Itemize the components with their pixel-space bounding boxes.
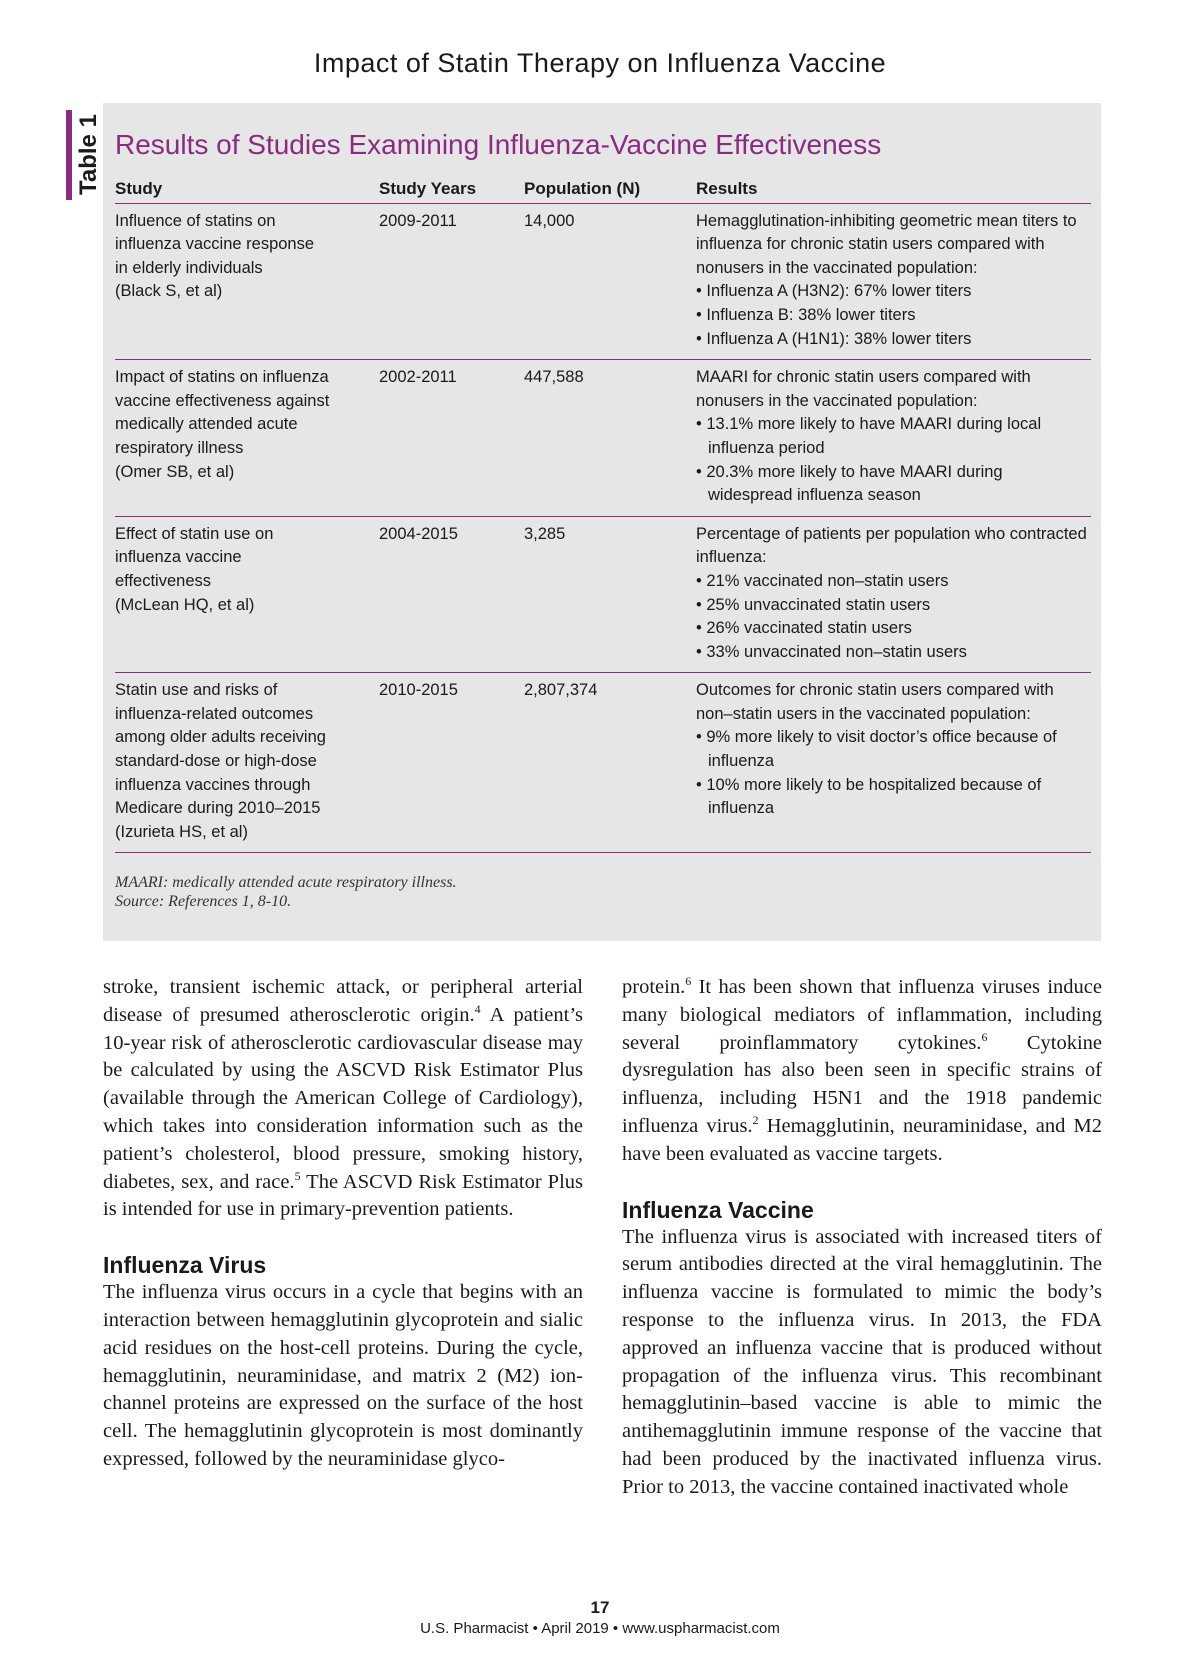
- body-column-right: [622, 974, 1102, 1502]
- study-line: in elderly individuals: [115, 258, 263, 277]
- table-row: [115, 360, 1091, 517]
- running-head: Impact of Statin Therapy on Influenza Vaccine: [313, 48, 887, 78]
- table-row: [115, 516, 1091, 673]
- study-line: influenza vaccines through: [115, 775, 311, 794]
- population-cell: 447,588: [524, 360, 696, 517]
- study-line: (Black S, et al): [115, 282, 223, 301]
- study-line: standard-dose or high-dose: [115, 752, 317, 771]
- text-run: A patient’s 10-year risk of atherosclerotic cardiovascular disease may be calculated by using the ASCVD Risk Estimator Plus (available through the American College of Cardiology), which takes into consideration information such as the patient’s cholesterol, blood pressure, smoking history, diabetes, sex, and race.: [103, 1003, 583, 1193]
- section-heading-influenza-vaccine: Influenza Vaccine: [622, 1196, 814, 1223]
- results-intro: Hemagglutination-inhibiting geometric mean titers to influenza for chronic statin users compared with nonusers in the vaccinated population:: [696, 211, 1077, 277]
- study-line: Impact of statins on influenza: [115, 368, 329, 387]
- table-title: Results of Studies Examining Influenza-Vaccine Effectiveness: [115, 129, 882, 160]
- study-line: Influence of statins on: [115, 211, 276, 230]
- results-bullet: • Influenza A (H3N2): 67% lower titers: [696, 280, 1091, 304]
- table-tab: [66, 110, 100, 200]
- reference-superscript: 5: [294, 1168, 301, 1183]
- study-line: influenza-related outcomes: [115, 704, 314, 723]
- text-run: Cytokine dysregulation has also been seen in specific strains of influenza, including H5N1 and the 1918 pandemic influenza virus.: [622, 1031, 1102, 1137]
- results-bullet: • 10% more likely to be hospitalized because of influenza: [696, 774, 1091, 821]
- study-cell: [115, 360, 379, 517]
- results-bullet: • Influenza B: 38% lower titers: [696, 304, 1091, 328]
- study-line: influenza vaccine: [115, 548, 242, 567]
- text-run: Hemagglutinin, neuraminidase, and M2 have been evaluated as vaccine targets.: [622, 1114, 1103, 1165]
- body-paragraph: The influenza virus is associated with increased titers of serum antibodies directed at the viral hemagglutinin. The influenza vaccine is formulated to mimic the body’s response to the influenza virus. In 2013, the FDA approved an influenza vaccine that is produced without propagation of the influenza virus. This recombinant hemagglutinin–based vaccine is able to mimic the antihemagglutinin immune response of the vaccine that had been produced by the inactivated influenza virus. Prior to 2013, the vaccine contained inactivated whole: [622, 1225, 1102, 1498]
- results-bullet: • 33% unvaccinated non–statin users: [696, 641, 1091, 665]
- results-table: [115, 173, 1091, 853]
- table-footnotes: [115, 873, 457, 911]
- results-cell: [696, 516, 1091, 673]
- results-bullet: • Influenza A (H1N1): 38% lower titers: [696, 328, 1091, 352]
- page-footer: U.S. Pharmacist • April 2019 • www.uspharmacist.com: [420, 1620, 780, 1637]
- body-paragraph: The influenza virus occurs in a cycle that begins with an interaction between hemagglutinin glycoprotein and sialic acid residues on the host-cell proteins. During the cycle, hemagglutinin, neuraminidase, and matrix 2 (M2) ion-channel proteins are expressed on the surface of the host cell. The hemagglutinin glycoprotein is most dominantly expressed, followed by the neuraminidase glyco-: [103, 1281, 583, 1470]
- population-cell: 3,285: [524, 516, 696, 673]
- results-bullets: [696, 413, 1091, 507]
- results-bullets: [696, 570, 1091, 664]
- results-bullet: • 20.3% more likely to have MAARI during widespread influenza season: [696, 461, 1091, 508]
- header-study: Study: [115, 173, 379, 203]
- years-cell: 2002-2011: [379, 360, 524, 517]
- header-results: Results: [696, 173, 1091, 203]
- results-cell: [696, 203, 1091, 360]
- years-cell: 2009-2011: [379, 203, 524, 360]
- results-intro: Percentage of patients per population who contracted influenza:: [696, 524, 1087, 567]
- study-line: (McLean HQ, et al): [115, 595, 255, 614]
- section-heading-influenza-virus: Influenza Virus: [103, 1252, 267, 1279]
- study-cell: [115, 516, 379, 673]
- years-cell: 2004-2015: [379, 516, 524, 673]
- results-bullets: [696, 726, 1091, 820]
- text-run: stroke, transient ischemic attack, or peripheral arterial disease of presumed atherosclerotic origin.: [103, 976, 583, 1026]
- results-bullets: [696, 280, 1091, 351]
- results-bullet: • 9% more likely to visit doctor’s office because of influenza: [696, 726, 1091, 773]
- table-footnote-source: Source: References 1, 8-10.: [115, 893, 292, 910]
- study-line: vaccine effectiveness against: [115, 391, 330, 410]
- results-cell: [696, 360, 1091, 517]
- reference-superscript: 6: [685, 974, 692, 989]
- text-run: The ASCVD Risk Estimator Plus is intended for use in primary-prevention patients.: [103, 1170, 583, 1221]
- body-paragraph: [103, 974, 583, 1224]
- table-tab-label: Table 1: [75, 114, 102, 196]
- table-box: [103, 103, 1101, 941]
- study-line: medically attended acute: [115, 415, 298, 434]
- reference-superscript: 4: [474, 1001, 481, 1016]
- header-population: Population (N): [524, 173, 696, 203]
- study-line: Medicare during 2010–2015: [115, 799, 321, 818]
- results-intro: Outcomes for chronic statin users compared with non–statin users in the vaccinated population:: [696, 681, 1054, 723]
- table-row: [115, 203, 1091, 360]
- body-paragraph: [622, 974, 1102, 1169]
- reference-superscript: 6: [981, 1029, 988, 1044]
- results-bullet: • 26% vaccinated statin users: [696, 617, 1091, 641]
- study-line: effectiveness: [115, 571, 212, 590]
- results-bullet: • 21% vaccinated non–statin users: [696, 570, 1091, 594]
- results-cell: [696, 673, 1091, 853]
- text-run: protein.: [622, 976, 686, 998]
- study-cell: [115, 203, 379, 360]
- years-cell: 2010-2015: [379, 673, 524, 853]
- table-tab-bar: [66, 110, 72, 200]
- text-run: It has been shown that influenza viruses induce many biological mediators of inflammation, including several proinflammatory cytokines.: [622, 976, 1102, 1054]
- population-cell: 14,000: [524, 203, 696, 360]
- results-bullet: • 13.1% more likely to have MAARI during local influenza period: [696, 413, 1091, 460]
- table-row: [115, 673, 1091, 853]
- population-cell: 2,807,374: [524, 673, 696, 853]
- study-line: respiratory illness: [115, 438, 244, 457]
- results-bullet: • 25% unvaccinated statin users: [696, 594, 1091, 618]
- study-cell: [115, 673, 379, 853]
- study-line: Effect of statin use on: [115, 524, 274, 543]
- results-intro: MAARI for chronic statin users compared with nonusers in the vaccinated population:: [696, 368, 1031, 410]
- study-line: influenza vaccine response: [115, 235, 315, 254]
- study-line: among older adults receiving: [115, 728, 326, 747]
- study-line: (Omer SB, et al): [115, 462, 235, 481]
- page-number: 17: [590, 1598, 610, 1617]
- reference-superscript: 2: [752, 1113, 759, 1128]
- study-line: Statin use and risks of: [115, 681, 278, 700]
- header-study-years: Study Years: [379, 173, 524, 203]
- body-column-left: [103, 974, 583, 1474]
- table-footnote-abbrev: MAARI: medically attended acute respiratory illness.: [115, 874, 457, 891]
- table-header-row: [115, 173, 1091, 203]
- study-line: (Izurieta HS, et al): [115, 822, 248, 841]
